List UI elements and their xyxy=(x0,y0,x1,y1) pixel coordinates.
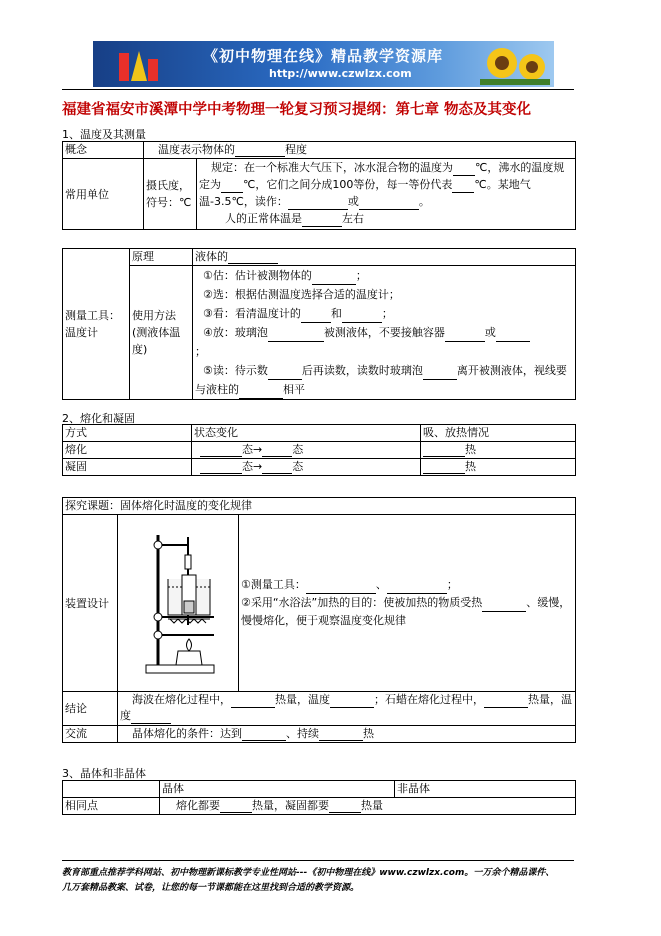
row-solidify-heat: 热 xyxy=(421,459,576,476)
section-heading-temperature: 1、温度及其测量 xyxy=(62,128,146,141)
footer xyxy=(62,866,602,896)
blank[interactable] xyxy=(262,444,292,457)
banner-url: http://www.czwlzx.com xyxy=(269,67,412,80)
sunflower-image xyxy=(480,43,550,85)
method-label: 使用方法(测液体温度) xyxy=(130,266,193,400)
header-rule xyxy=(62,89,574,90)
principle-label: 原理 xyxy=(130,249,193,266)
blank[interactable] xyxy=(484,695,528,708)
thermometer-table xyxy=(62,248,576,400)
blank[interactable] xyxy=(301,310,331,323)
col-crystal: 晶体 xyxy=(160,781,395,798)
temperature-table xyxy=(62,141,576,230)
blank[interactable] xyxy=(306,581,376,594)
blank[interactable] xyxy=(131,711,171,724)
same-text: 熔化都要 热量，凝固都要 热量 xyxy=(160,798,576,815)
blank[interactable] xyxy=(342,310,382,323)
blank[interactable] xyxy=(423,461,465,474)
melting-table xyxy=(62,424,576,476)
unit-rule: 规定：在一个标准大气压下，冰水混合物的温度为 ℃，沸水的温度规定为 ℃，它们之间分成100等份，每一等份代表 ℃。某地气温-3.5℃，读作： 或 。 人的正常体温是 左右 xyxy=(197,159,576,230)
row-melting-change: 态→ 态 xyxy=(192,442,421,459)
device-label: 装置设计 xyxy=(63,515,118,692)
footer-line-2: 几万套精品教案、试卷，让您的每一节课都能在这里找到合适的教学资源。 xyxy=(62,883,360,893)
crystal-corner xyxy=(63,781,160,798)
col-noncrystal: 非晶体 xyxy=(395,781,576,798)
blank[interactable] xyxy=(387,581,447,594)
method-steps: ①估：估计被测物体的 ； ②选：根据估测温度选择合适的温度计； ③看：看清温度计的 和 ； ④放：玻璃泡 被测液体，不要接触容器 或 ； ⑤读：待示数 后再读数，读数时玻璃泡 离开被测液体，视线要与液柱的 相平 xyxy=(193,266,576,400)
blank[interactable] xyxy=(288,197,348,210)
crystal-table xyxy=(62,780,576,815)
experiment-topic: 探究课题：固体熔化时温度的变化规律 xyxy=(63,498,576,515)
row-solidify-change: 态→ 态 xyxy=(192,459,421,476)
blank[interactable] xyxy=(423,444,465,457)
blank[interactable] xyxy=(329,800,361,813)
section-heading-crystal: 3、晶体和非晶体 xyxy=(62,767,146,780)
blank[interactable] xyxy=(319,728,363,741)
arrow-icon: → xyxy=(253,460,263,473)
blank[interactable] xyxy=(200,461,242,474)
blank[interactable] xyxy=(302,214,342,227)
row-solidify-name: 凝固 xyxy=(63,459,192,476)
row-melting-heat: 热 xyxy=(421,442,576,459)
principle-cell: 液体的 xyxy=(193,249,576,266)
blank[interactable] xyxy=(445,329,485,342)
concept-cell: 温度表示物体的 程度 xyxy=(144,142,576,159)
header-banner xyxy=(93,41,554,87)
device-text: ①测量工具： 、 ； ②采用“水浴法”加热的目的：使被加热的物质受热 、缓慢，慢慢熔化，便于观察温度变化规律 xyxy=(239,515,576,692)
conclusion-label: 结论 xyxy=(63,692,118,726)
blank[interactable] xyxy=(262,461,292,474)
site-logo xyxy=(117,45,161,83)
unit-name: 摄氏度，符号：℃ xyxy=(144,159,197,230)
row-melting-name: 熔化 xyxy=(63,442,192,459)
blank[interactable] xyxy=(312,272,356,285)
blank[interactable] xyxy=(452,180,474,193)
col-method: 方式 xyxy=(63,425,192,442)
document-title: 福建省福安市溪潭中学中考物理一轮复习预习提纲：第七章 物态及其变化 xyxy=(62,102,532,118)
blank[interactable] xyxy=(200,444,242,457)
conclusion-text: 海波在熔化过程中， 热量，温度 ；石蜡在熔化过程中， 热量，温度 xyxy=(118,692,576,726)
blank[interactable] xyxy=(228,251,278,264)
col-heat: 吸、放热情况 xyxy=(421,425,576,442)
blank[interactable] xyxy=(239,386,283,399)
exchange-text: 晶体熔化的条件：达到 、持续 热 xyxy=(118,726,576,743)
concept-label: 概念 xyxy=(63,142,144,159)
footer-rule xyxy=(62,860,574,861)
same-label: 相同点 xyxy=(63,798,160,815)
exchange-label: 交流 xyxy=(63,726,118,743)
blank[interactable] xyxy=(330,695,374,708)
banner-title: 《初中物理在线》精品教学资源库 xyxy=(203,47,444,65)
apparatus-cell xyxy=(118,515,239,692)
col-change: 状态变化 xyxy=(192,425,421,442)
blank[interactable] xyxy=(221,180,243,193)
blank[interactable] xyxy=(242,728,286,741)
blank[interactable] xyxy=(235,144,285,157)
blank[interactable] xyxy=(220,800,252,813)
blank[interactable] xyxy=(423,367,457,380)
blank[interactable] xyxy=(268,367,302,380)
experiment-table xyxy=(62,497,576,743)
blank[interactable] xyxy=(268,329,324,342)
unit-label: 常用单位 xyxy=(63,159,144,230)
footer-line-1: 教育部重点推荐学科网站、初中物理新课标教学专业性网站---《初中物理在线》www.czwlzx.com。一万余个精品课件、 xyxy=(62,868,555,878)
blank[interactable] xyxy=(482,599,526,612)
blank[interactable] xyxy=(453,163,475,176)
blank[interactable] xyxy=(496,329,530,342)
blank[interactable] xyxy=(231,695,275,708)
section-heading-melting: 2、熔化和凝固 xyxy=(62,412,135,425)
tool-label: 测量工具：温度计 xyxy=(63,249,130,400)
arrow-icon: → xyxy=(253,443,263,456)
blank[interactable] xyxy=(359,197,419,210)
apparatus-image xyxy=(118,515,238,691)
